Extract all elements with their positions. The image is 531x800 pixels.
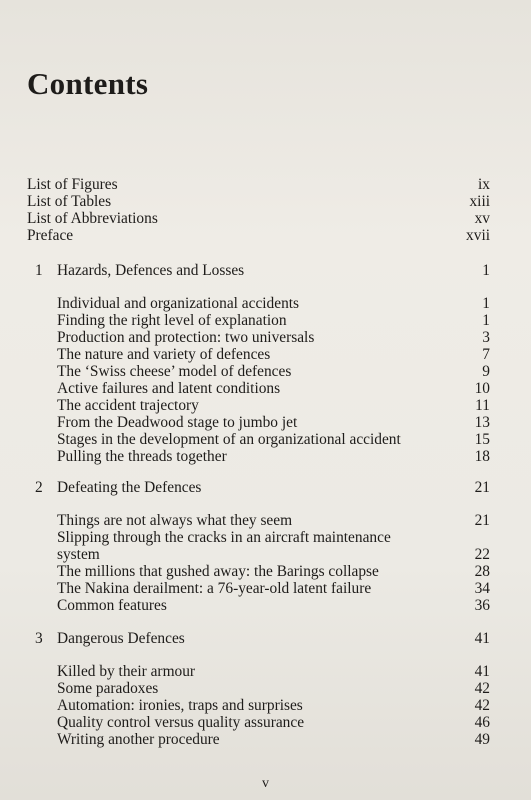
section-title: Slipping through the cracks in an aircraft maintenance <box>57 529 391 546</box>
toc-section-entry <box>0 529 531 546</box>
toc-front-entry <box>0 176 531 193</box>
section-title: Automation: ironies, traps and surprises <box>57 697 303 714</box>
section-page: 18 <box>474 448 490 465</box>
section-title: Quality control versus quality assurance <box>57 714 305 731</box>
section-page: 13 <box>474 414 490 431</box>
page-title: Contents <box>27 66 149 101</box>
section-title: Active failures and latent conditions <box>57 380 281 397</box>
toc-section-entry <box>0 414 531 431</box>
section-page: 21 <box>474 512 490 529</box>
section-page: 22 <box>474 546 490 563</box>
section-title: The millions that gushed away: the Barings collapse <box>57 563 379 580</box>
chapter-number: 1 <box>35 262 43 279</box>
toc-section-entry <box>0 380 531 397</box>
toc-front-entry <box>0 193 531 210</box>
toc-chapter-heading <box>0 262 531 279</box>
chapter-page: 1 <box>482 262 490 279</box>
section-page: 49 <box>474 731 490 748</box>
section-title: The nature and variety of defences <box>57 346 271 363</box>
section-page: 46 <box>474 714 490 731</box>
page-number: v <box>262 776 269 791</box>
toc-chapter-heading <box>0 479 531 496</box>
toc-section-entry <box>0 563 531 580</box>
section-title: Killed by their armour <box>57 663 196 680</box>
section-title: Pulling the threads together <box>57 448 227 465</box>
section-page: 42 <box>474 680 490 697</box>
toc-front-entry <box>0 227 531 244</box>
section-title: Finding the right level of explanation <box>57 312 287 329</box>
section-page: 3 <box>482 329 490 346</box>
toc-section-entry <box>0 546 531 563</box>
toc-entry-title: List of Tables <box>27 193 112 210</box>
toc-section-entry <box>0 580 531 597</box>
toc-section-entry <box>0 597 531 614</box>
toc-entry-page: xvii <box>466 227 490 244</box>
section-title: From the Deadwood stage to jumbo jet <box>57 414 298 431</box>
chapter-number: 3 <box>35 630 43 647</box>
toc-section-entry <box>0 431 531 448</box>
section-page: 15 <box>474 431 490 448</box>
toc-section-entry <box>0 329 531 346</box>
toc-section-entry <box>0 295 531 312</box>
toc-section-entry <box>0 363 531 380</box>
toc-section-entry <box>0 680 531 697</box>
section-page: 1 <box>482 312 490 329</box>
toc-section-entry <box>0 512 531 529</box>
toc-section-entry <box>0 731 531 748</box>
section-page: 11 <box>475 397 490 414</box>
chapter-title: Defeating the Defences <box>57 479 202 496</box>
toc-front-entry <box>0 210 531 227</box>
chapter-page: 41 <box>474 630 490 647</box>
section-title: The ‘Swiss cheese’ model of defences <box>57 363 292 380</box>
section-title: system <box>57 546 100 563</box>
section-title: Common features <box>57 597 167 614</box>
toc-entry-title: Preface <box>27 227 74 244</box>
section-title: Individual and organizational accidents <box>57 295 300 312</box>
chapter-number: 2 <box>35 479 43 496</box>
chapter-page: 21 <box>474 479 490 496</box>
toc-entry-page: xiii <box>469 193 490 210</box>
section-page: 41 <box>474 663 490 680</box>
chapter-title: Dangerous Defences <box>57 630 185 647</box>
section-title: The accident trajectory <box>57 397 199 414</box>
toc-section-entry <box>0 697 531 714</box>
section-page: 7 <box>482 346 490 363</box>
section-title: The Nakina derailment: a 76-year-old latent failure <box>57 580 372 597</box>
section-title: Some paradoxes <box>57 680 159 697</box>
chapter-title: Hazards, Defences and Losses <box>57 262 245 279</box>
toc-entry-page: ix <box>478 176 490 193</box>
toc-entry-title: List of Abbreviations <box>27 210 158 227</box>
section-page: 1 <box>482 295 490 312</box>
section-title: Production and protection: two universals <box>57 329 315 346</box>
toc-chapter-heading <box>0 630 531 647</box>
section-page: 10 <box>474 380 490 397</box>
section-page: 28 <box>474 563 490 580</box>
toc-section-entry <box>0 397 531 414</box>
toc-section-entry <box>0 346 531 363</box>
section-title: Things are not always what they seem <box>57 512 293 529</box>
toc-section-entry <box>0 448 531 465</box>
section-page: 42 <box>474 697 490 714</box>
toc-entry-title: List of Figures <box>27 176 118 193</box>
toc-section-entry <box>0 714 531 731</box>
toc-section-entry <box>0 663 531 680</box>
section-page: 36 <box>474 597 490 614</box>
toc-entry-page: xv <box>474 210 490 227</box>
toc-section-entry <box>0 312 531 329</box>
section-title: Writing another procedure <box>57 731 220 748</box>
section-page: 9 <box>482 363 490 380</box>
section-title: Stages in the development of an organizational accident <box>57 431 401 448</box>
section-page: 34 <box>474 580 490 597</box>
